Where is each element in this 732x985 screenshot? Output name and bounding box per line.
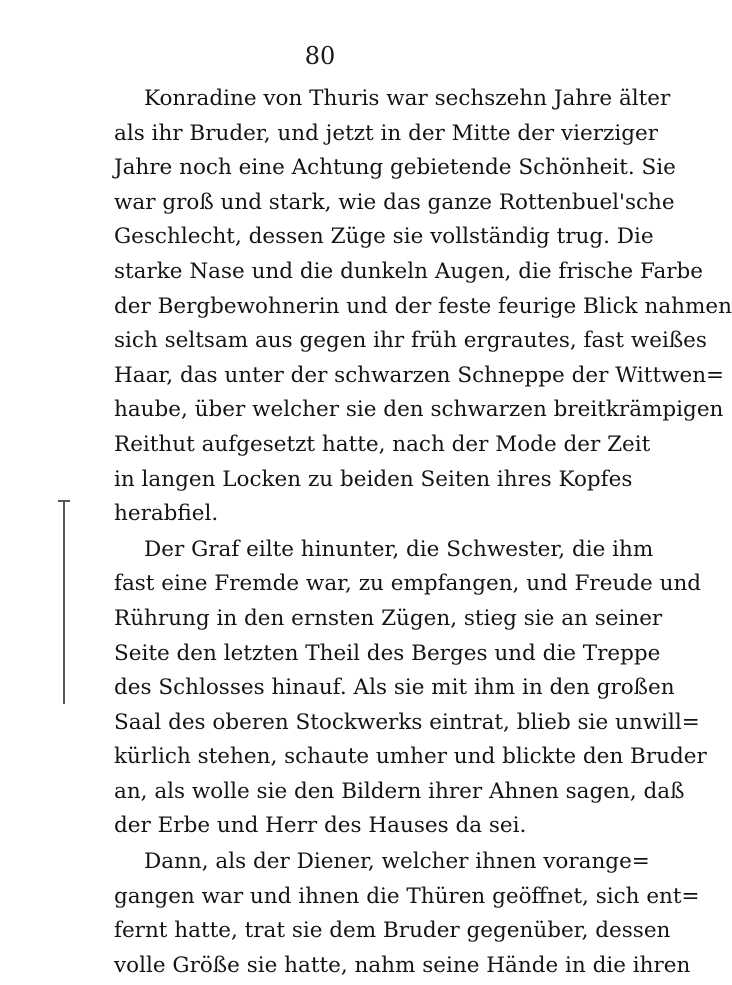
paragraph-3 [114,845,700,983]
margin-tick [58,500,70,502]
text-line: Der Graf eilte hinunter, die Schwester, die ihm [144,536,654,562]
text-line: Dann, als der Diener, welcher ihnen vorange= [144,849,650,875]
text-line: gangen war und ihnen die Thüren geöffnet, sich ent= [114,883,700,909]
text-line: als ihr Bruder, und jetzt in der Mitte der vierziger [114,120,658,146]
text-line: starke Nase und die dunkeln Augen, die frische Farbe [114,258,704,284]
body-text [114,82,732,983]
text-line: haube, über welcher sie den schwarzen breitkrämpigen [114,397,724,423]
text-line: Saal des oberen Stockwerks eintrat, blieb sie unwill= [114,709,700,735]
text-line: Seite den letzten Theil des Berges und die Treppe [114,640,661,666]
page-number: 80 [304,42,336,70]
paragraph-2 [114,533,707,844]
text-line: Haar, das unter der schwarzen Schneppe der Wittwen= [114,362,725,388]
text-line: kürlich stehen, schaute umher und blickte den Bruder [114,744,707,770]
text-line: Rührung in den ernsten Zügen, stieg sie an seiner [114,605,663,631]
text-line: Reithut aufgesetzt hatte, nach der Mode der Zeit [114,431,651,457]
text-line: war groß und stark, wie das ganze Rottenbuel'sche [114,189,675,215]
text-line: in langen Locken zu beiden Seiten ihres Kopfes [114,466,633,492]
paragraph-1 [114,82,732,532]
text-line: Jahre noch eine Achtung gebietende Schönheit. Sie [114,155,676,181]
text-line: herabfiel. [114,501,219,527]
text-line: Geschlecht, dessen Züge sie vollständig trug. Die [114,224,654,250]
text-line: an, als wolle sie den Bildern ihrer Ahnen sagen, daß [114,778,685,804]
text-line: Konradine von Thuris war sechszehn Jahre älter [144,86,671,111]
text-line: fernt hatte, trat sie dem Bruder gegenüber, dessen [114,918,671,944]
margin-line [63,500,65,704]
text-line: sich seltsam aus gegen ihr früh ergrautes, fast weißes [114,328,707,354]
text-line: fast eine Fremde war, zu empfangen, und Freude und [114,571,702,597]
text-line: der Erbe und Herr des Hauses da sei. [114,813,527,839]
text-line: volle Größe sie hatte, nahm seine Hände in die ihren [114,952,691,978]
text-line: der Bergbewohnerin und der feste feurige Blick nahmen [114,293,732,319]
text-line: des Schlosses hinauf. Als sie mit ihm in den großen [114,675,675,701]
